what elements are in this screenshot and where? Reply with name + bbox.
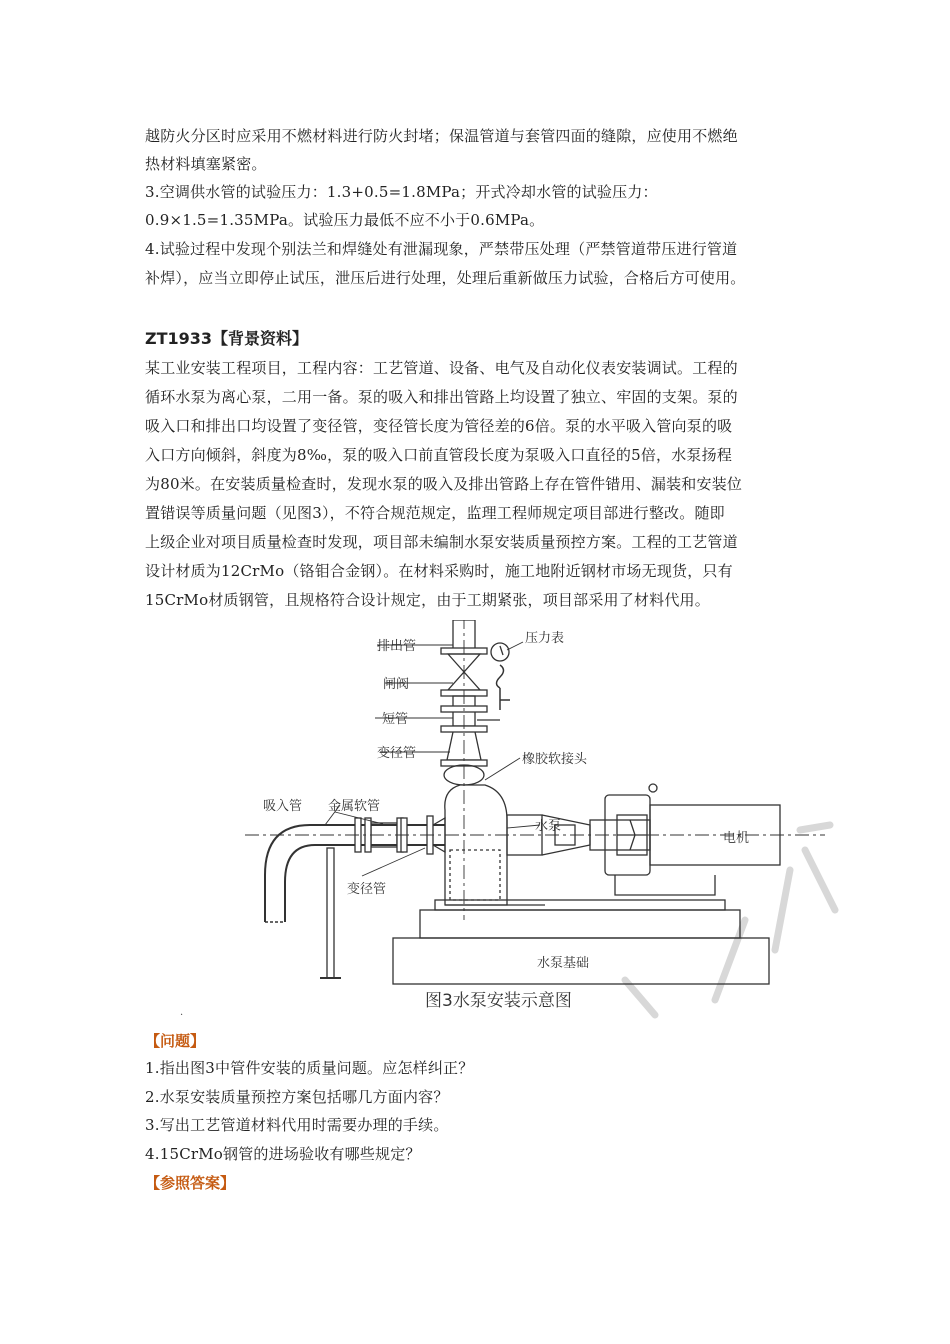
question-item: 4.15CrMo钢管的进场验收有哪些规定？ — [145, 1145, 421, 1163]
background-text-line: 上级企业对项目质量检查时发现，项目部未编制水泵安装质量预控方案。工程的工艺管道 — [145, 533, 738, 551]
background-text-line: 置错误等质量问题（见图3），不符合规范规定，监理工程师规定项目部进行整改。随即 — [145, 504, 725, 522]
label-suction-pipe: 吸入管 — [263, 799, 303, 814]
label-pump: 水泵 — [535, 819, 562, 834]
body-text-line: 热材料填塞紧密。 — [145, 155, 267, 173]
label-metal-hose: 金属软管 — [328, 799, 381, 814]
foundation-top — [420, 910, 740, 938]
watermark — [625, 825, 835, 1015]
background-text-line: 设计材质为12CrMo（铬钼合金钢）。在材料采购时，施工地附近钢材市场无现货，只有 — [145, 562, 733, 580]
background-text-line: 入口方向倾斜，斜度为8‰，泵的吸入口前直管段长度为泵吸入口直径的5倍，水泵扬程 — [145, 446, 733, 464]
label-foundation: 水泵基础 — [537, 956, 590, 971]
questions-heading: 【问题】 — [145, 1032, 206, 1050]
body-text-line: 4.试验过程中发现个别法兰和焊缝处有泄漏现象，严禁带压处理（严禁管道带压进行管道 — [145, 240, 738, 258]
label-motor: 电机 — [723, 831, 750, 846]
label-pressure-gauge: 压力表 — [525, 631, 565, 646]
section-heading: ZT1933【背景资料】 — [145, 329, 309, 348]
label-reducer-bottom: 变径管 — [347, 882, 387, 897]
pipe-support — [327, 848, 334, 978]
body-text-line: 0.9×1.5=1.35MPa。试验压力最低不应不小于0.6MPa。 — [145, 211, 545, 229]
question-item: 2.水泵安装质量预控方案包括哪几方面内容？ — [145, 1088, 449, 1106]
label-reducer-top: 变径管 — [377, 746, 417, 761]
label-discharge-pipe: 排出管 — [377, 639, 417, 654]
pump-installation-diagram — [245, 620, 845, 1020]
body-text-line: 越防火分区时应采用不燃材料进行防火封堵；保温管道与套管四面的缝隙，应使用不燃绝 — [145, 127, 738, 145]
label-rubber-joint: 橡胶软接头 — [522, 752, 588, 767]
question-item: 3.写出工艺管道材料代用时需要办理的手续。 — [145, 1116, 449, 1134]
label-short-pipe: 短管 — [382, 712, 409, 727]
suction-elbow — [265, 825, 355, 922]
question-item: 1.指出图3中管件安装的质量问题。应怎样纠正？ — [145, 1059, 474, 1077]
body-text-line: 补焊），应当立即停止试压，泄压后进行处理，处理后重新做压力试验，合格后方可使用。 — [145, 269, 746, 287]
stray-mark: · — [180, 1010, 184, 1021]
background-text-line: 15CrMo材质钢管，且规格符合设计规定，由于工期紧张，项目部采用了材料代用。 — [145, 591, 710, 609]
background-text-line: 某工业安装工程项目，工程内容：工艺管道、设备、电气及自动化仪表安装调试。工程的 — [145, 359, 738, 377]
background-text-line: 吸入口和排出口均设置了变径管，变径管长度为管径差的6倍。泵的水平吸入管向泵的吸 — [145, 417, 733, 435]
label-valve: 闸阀 — [383, 677, 410, 692]
pump-casing — [445, 785, 507, 905]
background-text-line: 循环水泵为离心泵，二用一备。泵的吸入和排出管路上均设置了独立、牢固的支架。泵的 — [145, 388, 738, 406]
figure-caption: 图3水泵安装示意图 — [425, 991, 572, 1011]
answers-heading: 【参照答案】 — [145, 1174, 236, 1192]
body-text-line: 3.空调供水管的试验压力：1.3+0.5=1.8MPa；开式冷却水管的试验压力： — [145, 183, 658, 201]
background-text-line: 为80米。在安装质量检查时，发现水泵的吸入及排出管路上存在管件错用、漏装和安装位 — [145, 475, 743, 493]
pressure-gauge — [491, 643, 509, 661]
